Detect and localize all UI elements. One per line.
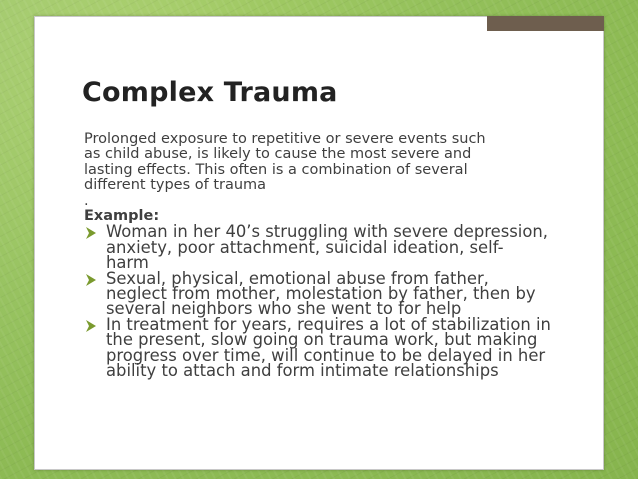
intro-line: Prolonged exposure to repetitive or severe events such [84,131,486,147]
bullet-text [106,222,584,273]
chevron-right-icon [84,226,104,241]
slide-content [84,131,584,381]
dot-separator: . [84,192,89,209]
bullet-line: progress over time, will continue to be delayed in her [106,345,546,365]
bullet-line: Sexual, physical, emotional abuse from father, [106,268,489,288]
bullet-item [84,314,584,381]
bullet-item [84,268,584,319]
bullet-line: In treatment for years, requires a lot of stabilization in [106,314,551,334]
bullet-line: Woman in her 40’s struggling with severe depression, [106,222,548,242]
bullet-line: the present, slow going on trauma work, but making [106,330,538,350]
accent-bar [487,16,604,31]
intro-line: different types of trauma [84,177,267,194]
slide-title: Complex Trauma [82,77,338,108]
bullet-line: ability to attach and form intimate relationships [106,361,499,381]
bullet-text [106,268,584,319]
intro-line: lasting effects. This often is a combination of several [84,161,468,178]
chevron-right-icon [84,319,104,334]
intro-paragraph [84,132,584,194]
bullet-item [84,222,584,273]
bullet-text [106,314,584,381]
bullet-line: anxiety, poor attachment, suicidal ideation, self- [106,237,504,257]
chevron-right-icon [84,273,104,288]
intro-line: as child abuse, is likely to cause the most severe and [84,146,472,163]
bullet-line: harm [106,253,149,273]
bullet-line: several neighbors who she went to for help [106,299,462,319]
bullet-line: neglect from mother, molestation by father, then by [106,284,536,304]
example-label: Example: [84,208,160,225]
